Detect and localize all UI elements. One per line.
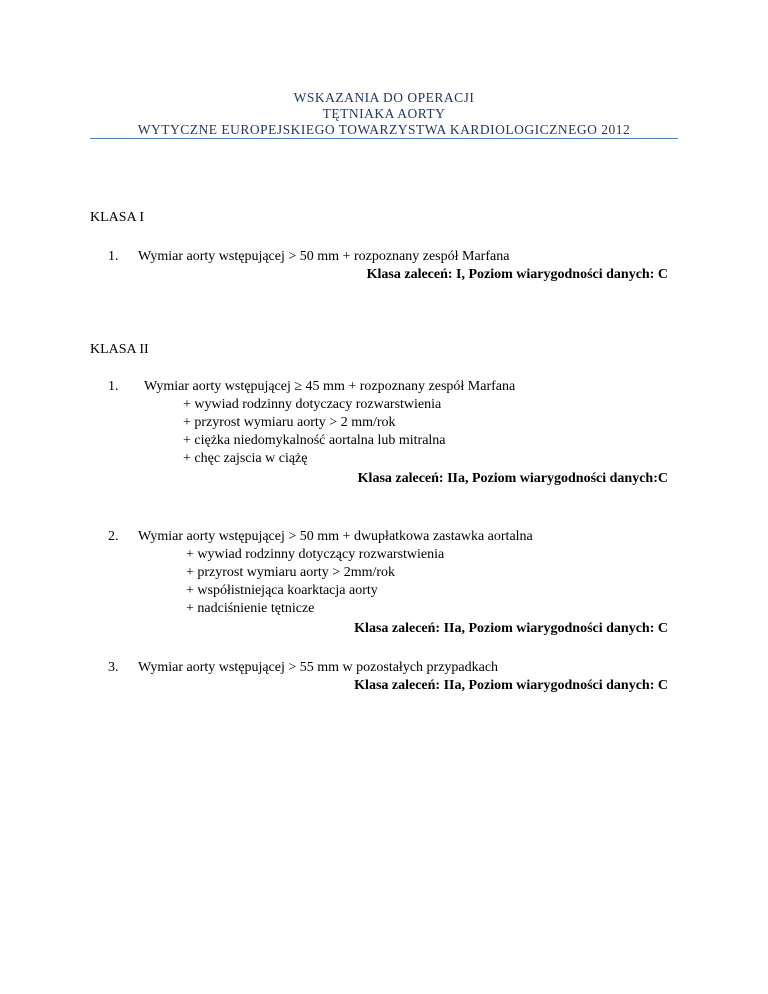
klasa1-item-1 (108, 248, 688, 288)
recommendation-class: Klasa zaleceń: IIa, Poziom wiarygodności danych: C (354, 621, 668, 636)
item-number: 2. (108, 529, 119, 544)
klasa2-item-1 (108, 378, 688, 488)
item-text: Wymiar aorty wstępującej ≥ 45 mm + rozpoznany zespół Marfana (144, 379, 516, 394)
klasa2-item-3 (108, 659, 688, 699)
item-number: 3. (108, 660, 119, 675)
document-header (0, 90, 768, 138)
header-divider (90, 138, 678, 139)
item-number: 1. (108, 249, 119, 264)
item-text: Wymiar aorty wstępującej > 50 mm + dwupłatkowa zastawka aortalna (138, 529, 533, 544)
section-title-klasa-2: KLASA II (90, 342, 149, 357)
item-text: Wymiar aorty wstępującej > 55 mm w pozostałych przypadkach (138, 660, 499, 675)
item-condition: + współistniejąca koarktacja aorty (186, 583, 378, 598)
recommendation-class: Klasa zaleceń: IIa, Poziom wiarygodności danych:C (357, 471, 668, 486)
item-condition: + nadciśnienie tętnicze (186, 601, 315, 616)
klasa2-item-2 (108, 528, 688, 638)
item-condition: + ciężka niedomykalność aortalna lub mitralna (183, 433, 446, 448)
item-condition: + wywiad rodzinny dotyczący rozwarstwienia (186, 547, 445, 562)
recommendation-class: Klasa zaleceń: I, Poziom wiarygodności danych: C (366, 267, 668, 282)
item-condition: + wywiad rodzinny dotyczacy rozwarstwienia (183, 397, 442, 412)
recommendation-class: Klasa zaleceń: IIa, Poziom wiarygodności danych: C (354, 678, 668, 693)
header-title: WSKAZANIA DO OPERACJI (293, 90, 475, 105)
item-number: 1. (108, 379, 119, 394)
header-subtitle: TĘTNIAKA AORTY (322, 106, 446, 121)
item-text: Wymiar aorty wstępującej > 50 mm + rozpoznany zespół Marfana (138, 249, 510, 264)
item-condition: + przyrost wymiaru aorty > 2mm/rok (186, 565, 396, 580)
item-condition: + przyrost wymiaru aorty > 2 mm/rok (183, 415, 396, 430)
section-title-klasa-1: KLASA I (90, 210, 145, 225)
item-condition: + chęc zajscia w ciążę (183, 451, 308, 466)
header-source: WYTYCZNE EUROPEJSKIEGO TOWARZYSTWA KARDIOLOGICZNEGO 2012 (137, 122, 631, 137)
